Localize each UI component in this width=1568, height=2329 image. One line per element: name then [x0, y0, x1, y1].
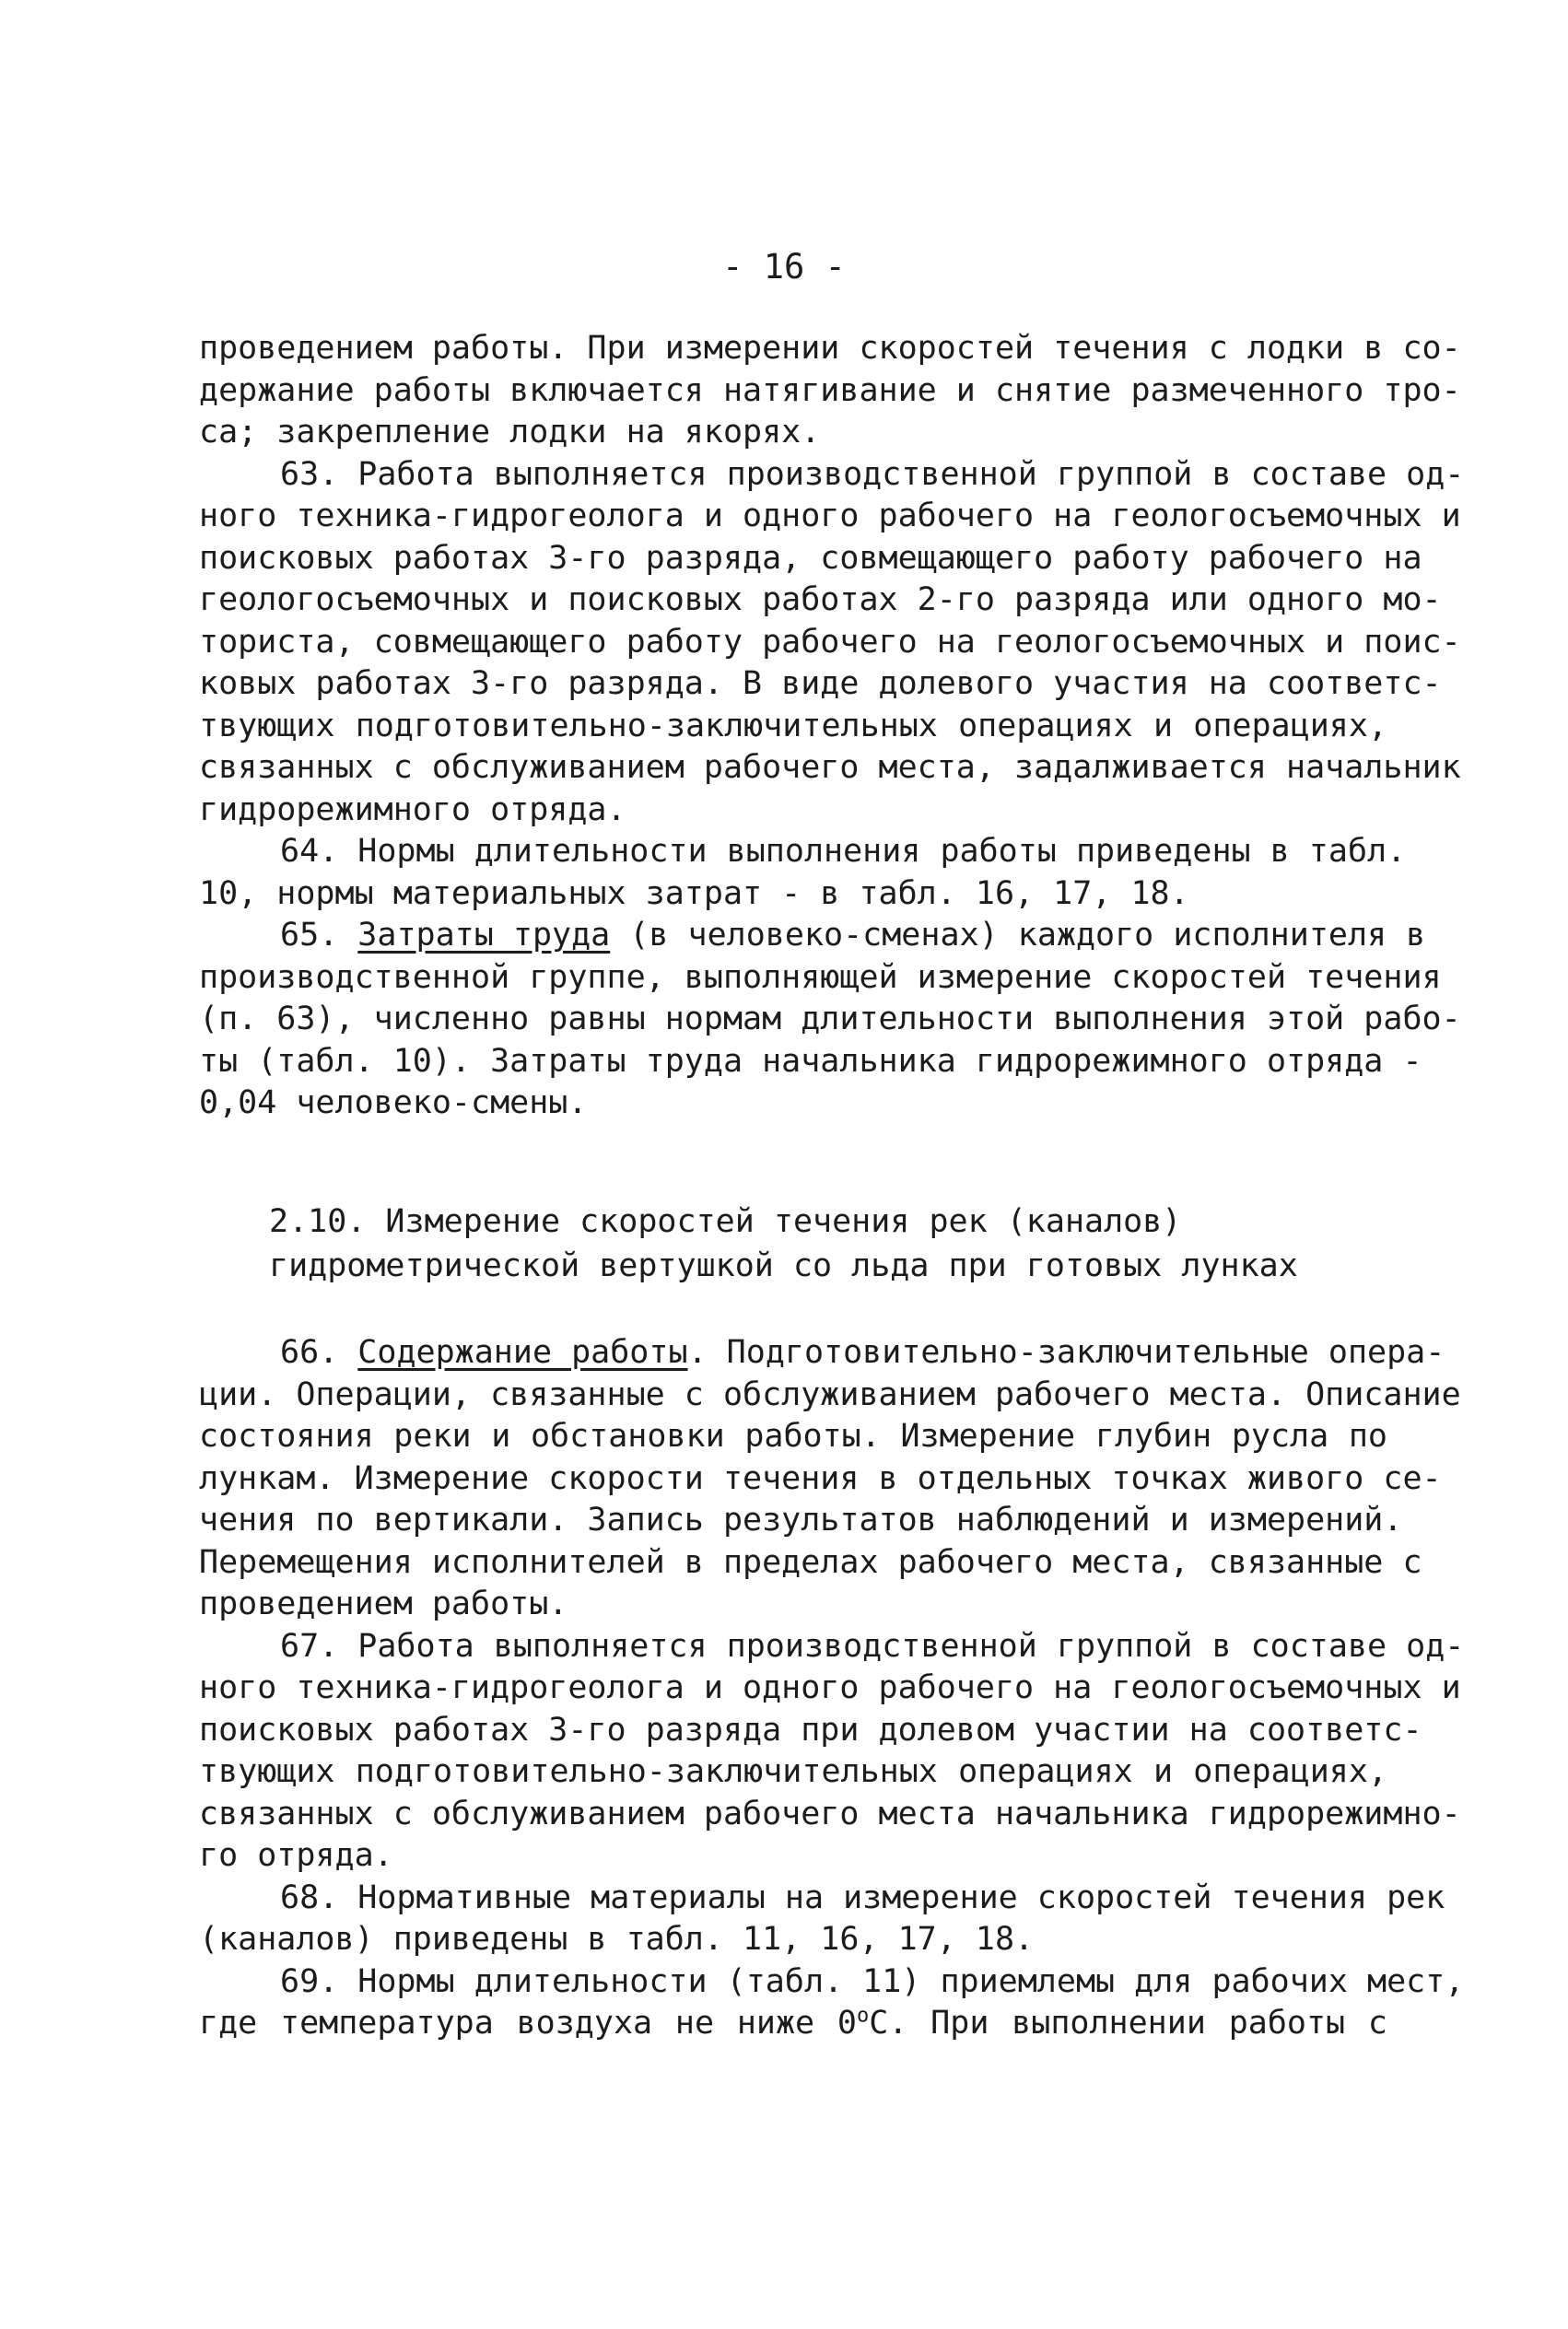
text-line: ториста, совмещающего работу рабочего на геологосъемочных и поис-	[199, 623, 1461, 661]
body-text-top	[199, 328, 1465, 1125]
paragraph-67-start: 67. Работа выполняется производственной группой в составе од-	[280, 1627, 1465, 1665]
section-heading-line: гидрометрической вертушкой со льда при готовых лунках	[269, 1247, 1298, 1284]
text-line: (каналов) приведены в табл. 11, 16, 17, 18.	[199, 1921, 1035, 1958]
text-line: поисковых работах 3-го разряда при долевом участии на соответс-	[199, 1711, 1422, 1749]
text-line: ты (табл. 10). Затраты труда начальника гидрорежимного отряда -	[199, 1042, 1422, 1080]
text-line: связанных с обслуживанием рабочего места, задалживается начальник	[199, 749, 1461, 786]
text-line: ного техника-гидрогеолога и одного рабочего на геологосъемочных и	[199, 497, 1461, 534]
section-heading-line: 2.10. Измерение скоростей течения рек (каналов)	[269, 1203, 1182, 1240]
text-line: ции. Операции, связанные с обслуживанием рабочего места. Описание	[199, 1375, 1461, 1413]
text-line: состояния реки и обстановки работы. Измерение глубин русла по	[199, 1418, 1387, 1455]
text-line: ного техника-гидрогеолога и одного рабочего на геологосъемочных и	[199, 1669, 1461, 1706]
paragraph-66-start	[199, 1332, 1445, 1375]
paragraph-69-start: 69. Нормы длительности (табл. 11) приемлемы для рабочих мест,	[280, 1962, 1465, 2000]
text-line: твующих подготовительно-заключительных операциях и операциях,	[199, 1753, 1387, 1790]
paragraph-68-start: 68. Нормативные материалы на измерение скоростей течения рек	[280, 1878, 1445, 1916]
text-line: производственной группе, выполняющей измерение скоростей течения	[199, 958, 1442, 996]
text-line: геологосъемочных и поисковых работах 2-го разряда или одного мо-	[199, 581, 1442, 618]
text-line: проведением работы. При измерении скоростей течения с лодки в со-	[199, 330, 1461, 367]
degree-superscript: о	[856, 2004, 870, 2028]
text-line: чения по вертикали. Запись результатов наблюдений и измерений.	[199, 1502, 1403, 1539]
text-line: держание работы включается натягивание и снятие размеченного тро-	[199, 371, 1461, 409]
text-run: . Подготовительно-заключительные опера-	[687, 1334, 1445, 1371]
text-line: лункам. Измерение скорости течения в отдельных точках живого се-	[199, 1459, 1442, 1497]
text-line	[199, 2003, 1387, 2045]
paragraph-number: 66.	[280, 1334, 339, 1371]
text-line: 0,04 человеко-смены.	[199, 1084, 588, 1121]
text-line: гидрорежимного отряда.	[199, 790, 626, 828]
text-line: (п. 63), численно равны нормам длительности выполнения этой рабо-	[199, 1001, 1461, 1037]
underlined-term: Затраты труда	[357, 917, 611, 954]
text-run: С. При выполнении работы с	[869, 2005, 1387, 2042]
body-text-bottom	[199, 1332, 1465, 2045]
text-line: твующих подготовительно-заключительных операциях и операциях,	[199, 707, 1387, 744]
text-line: проведением работы.	[199, 1586, 568, 1622]
underlined-term: Содержание работы	[357, 1334, 688, 1371]
paragraph-64-start: 64. Нормы длительности выполнения работы приведены в табл.	[280, 833, 1407, 870]
text-line: го отряда.	[199, 1837, 393, 1874]
text-line: 10, нормы материальных затрат - в табл. 16, 17, 18.	[199, 874, 1189, 912]
paragraph-63-start: 63. Работа выполняется производственной группой в составе од-	[280, 455, 1465, 493]
text-run: где температура воздуха не ниже 0	[199, 2005, 857, 2042]
paragraph-number: 65.	[280, 917, 339, 954]
text-line: связанных с обслуживанием рабочего места начальника гидрорежимно-	[199, 1795, 1461, 1832]
text-run: (в человеко-сменах) каждого исполнителя в	[610, 917, 1426, 954]
text-line: поисковых работах 3-го разряда, совмещающего работу рабочего на	[199, 539, 1422, 577]
text-line: ковых работах 3-го разряда. В виде долевого участия на соответс-	[199, 665, 1442, 702]
paragraph-65-start	[199, 915, 1426, 957]
page-number: - 16 -	[722, 247, 846, 287]
text-line: са; закрепление лодки на якорях.	[199, 414, 821, 451]
section-heading	[269, 1200, 1375, 1288]
text-line: Перемещения исполнителей в пределах рабочего места, связанные с	[199, 1543, 1422, 1581]
